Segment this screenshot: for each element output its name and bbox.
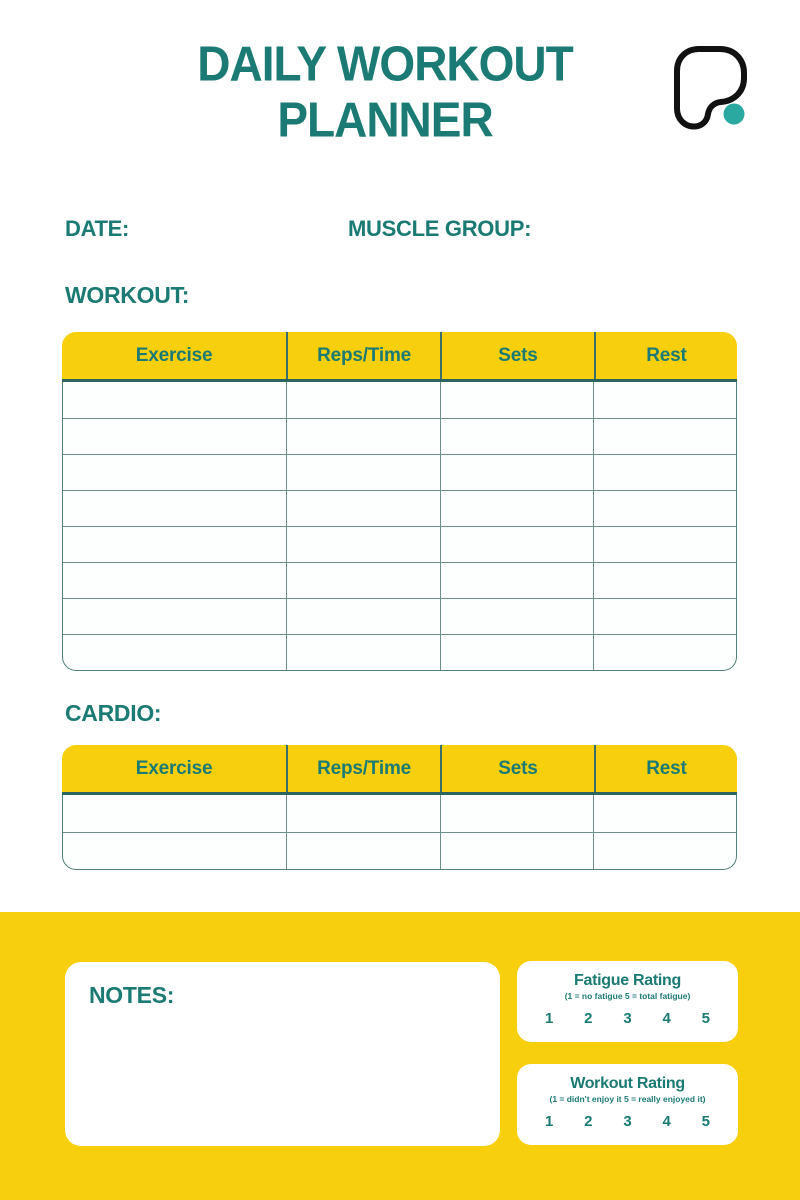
rest-cell[interactable]: [593, 833, 736, 869]
notes-box[interactable]: [65, 962, 500, 1146]
table-row: [63, 454, 736, 490]
table-row: [63, 832, 736, 869]
exercise-cell[interactable]: [63, 419, 286, 454]
sets-cell[interactable]: [440, 563, 593, 598]
sets-cell[interactable]: [440, 491, 593, 526]
workout-rating-1[interactable]: 1: [545, 1113, 554, 1130]
rest-cell[interactable]: [593, 382, 736, 418]
cardio-table: [62, 745, 737, 870]
workout-rating-subtitle: (1 = didn't enjoy it 5 = really enjoyed it): [549, 1094, 706, 1104]
cardio-col-sets: Sets: [440, 745, 594, 792]
workout-section-label: WORKOUT:: [65, 282, 190, 308]
date-label: DATE:: [65, 216, 130, 241]
table-row: [63, 418, 736, 454]
fatigue-rating-box: [517, 961, 738, 1042]
table-row: [63, 382, 736, 418]
sets-cell[interactable]: [440, 527, 593, 562]
reps-time-cell[interactable]: [286, 527, 439, 562]
exercise-cell[interactable]: [63, 455, 286, 490]
cardio-table-body: [62, 795, 737, 870]
exercise-cell[interactable]: [63, 795, 286, 832]
reps-time-cell[interactable]: [286, 833, 439, 869]
workout-rating-scale: [517, 1113, 738, 1130]
fatigue-rating-subtitle: (1 = no fatigue 5 = total fatigue): [564, 991, 691, 1001]
workout-table: [62, 332, 737, 671]
fatigue-rating-2[interactable]: 2: [584, 1010, 593, 1027]
exercise-cell[interactable]: [63, 527, 286, 562]
exercise-cell[interactable]: [63, 599, 286, 634]
reps-time-cell[interactable]: [286, 455, 439, 490]
footer-section: [0, 912, 800, 1200]
workout-col-sets: Sets: [440, 332, 594, 379]
sets-cell[interactable]: [440, 419, 593, 454]
reps-time-cell[interactable]: [286, 795, 439, 832]
exercise-cell[interactable]: [63, 833, 286, 869]
sets-cell[interactable]: [440, 635, 593, 670]
workout-rating-4[interactable]: 4: [662, 1113, 671, 1130]
workout-rating-2[interactable]: 2: [584, 1113, 593, 1130]
table-row: [63, 562, 736, 598]
cardio-section-label: CARDIO:: [65, 700, 162, 726]
exercise-cell[interactable]: [63, 491, 286, 526]
page-title-line1: DAILY WORKOUT: [197, 36, 573, 92]
fatigue-rating-1[interactable]: 1: [545, 1010, 554, 1027]
rest-cell[interactable]: [593, 795, 736, 832]
reps-time-cell[interactable]: [286, 599, 439, 634]
rest-cell[interactable]: [593, 491, 736, 526]
sets-cell[interactable]: [440, 382, 593, 418]
muscle-group-label: MUSCLE GROUP:: [348, 216, 532, 241]
workout-rating-5[interactable]: 5: [701, 1113, 710, 1130]
table-row: [63, 526, 736, 562]
rest-cell[interactable]: [593, 563, 736, 598]
cardio-col-rest: Rest: [594, 745, 737, 792]
rest-cell[interactable]: [593, 635, 736, 670]
fatigue-rating-4[interactable]: 4: [662, 1010, 671, 1027]
reps-time-cell[interactable]: [286, 382, 439, 418]
workout-col-exercise: Exercise: [135, 344, 213, 366]
workout-table-header: [62, 332, 737, 382]
workout-col-rest: Rest: [594, 332, 737, 379]
table-row: [63, 598, 736, 634]
cardio-col-reps-time: Reps/Time: [286, 745, 440, 792]
workout-col-reps-time: Reps/Time: [286, 332, 440, 379]
sets-cell[interactable]: [440, 455, 593, 490]
rest-cell[interactable]: [593, 599, 736, 634]
page-title: [0, 36, 770, 148]
workout-rating-box: [517, 1064, 738, 1145]
reps-time-cell[interactable]: [286, 419, 439, 454]
exercise-cell[interactable]: [63, 382, 286, 418]
rest-cell[interactable]: [593, 455, 736, 490]
fatigue-rating-3[interactable]: 3: [623, 1010, 632, 1027]
sets-cell[interactable]: [440, 795, 593, 832]
fatigue-rating-scale: [517, 1010, 738, 1027]
cardio-table-header: [62, 745, 737, 795]
notes-label: NOTES:: [89, 982, 175, 1008]
rest-cell[interactable]: [593, 419, 736, 454]
table-row: [63, 490, 736, 526]
page-title-line2: PLANNER: [277, 92, 493, 148]
sets-cell[interactable]: [440, 599, 593, 634]
reps-time-cell[interactable]: [286, 563, 439, 598]
exercise-cell[interactable]: [63, 635, 286, 670]
table-row: [63, 634, 736, 670]
reps-time-cell[interactable]: [286, 635, 439, 670]
fatigue-rating-title: Fatigue Rating: [574, 972, 681, 989]
rest-cell[interactable]: [593, 527, 736, 562]
workout-rating-3[interactable]: 3: [623, 1113, 632, 1130]
fatigue-rating-5[interactable]: 5: [701, 1010, 710, 1027]
puregym-logo-icon: [672, 44, 750, 130]
table-row: [63, 795, 736, 832]
reps-time-cell[interactable]: [286, 491, 439, 526]
cardio-col-exercise: Exercise: [135, 757, 213, 779]
workout-rating-title: Workout Rating: [570, 1075, 685, 1092]
workout-table-body: [62, 382, 737, 671]
sets-cell[interactable]: [440, 833, 593, 869]
exercise-cell[interactable]: [63, 563, 286, 598]
